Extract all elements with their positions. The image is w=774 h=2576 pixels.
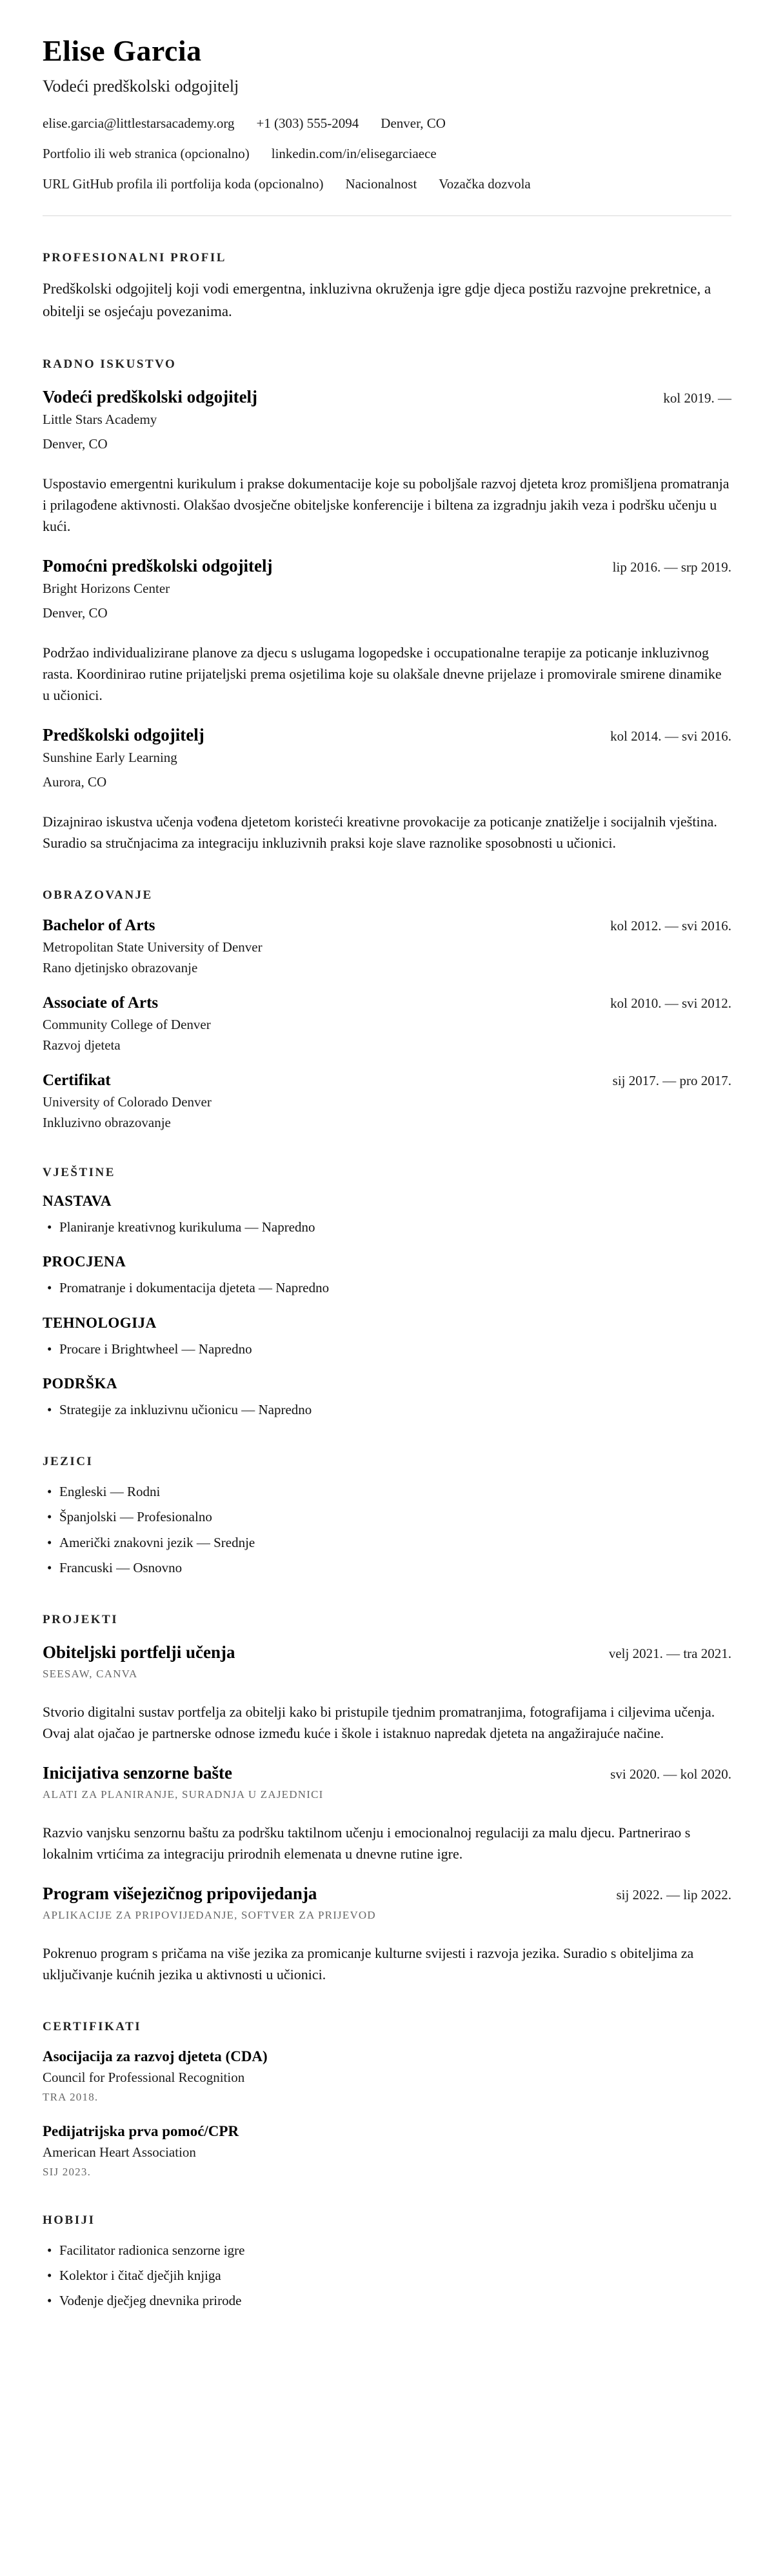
contact-row-3 bbox=[43, 176, 731, 192]
job-dates: kol 2019. — bbox=[663, 390, 731, 406]
school-name: Metropolitan State University of Denver bbox=[43, 939, 263, 955]
school-name: Community College of Denver bbox=[43, 1017, 211, 1032]
degree-title: Associate of Arts bbox=[43, 994, 159, 1012]
section-skills bbox=[43, 1166, 731, 1420]
project-entry bbox=[43, 1884, 731, 1985]
job-company: Little Stars Academy bbox=[43, 412, 157, 427]
school-name: University of Colorado Denver bbox=[43, 1094, 212, 1110]
field-of-study: Inkluzivno obrazovanje bbox=[43, 1115, 171, 1130]
skill-list bbox=[43, 1278, 731, 1297]
section-hobbies bbox=[43, 2213, 731, 2311]
job-title: Predškolski odgojitelj bbox=[43, 725, 204, 744]
hobby-item: • Kolektor i čitač dječjih knjiga bbox=[43, 2266, 731, 2285]
skill-list bbox=[43, 1339, 731, 1359]
education-entry-head bbox=[43, 994, 731, 1012]
language-list bbox=[43, 1482, 731, 1578]
certificate-title: Pedijatrijska prva pomoć/CPR bbox=[43, 2122, 239, 2139]
job-entry bbox=[43, 556, 731, 706]
degree-title: Certifikat bbox=[43, 1072, 111, 1089]
section-experience bbox=[43, 357, 731, 854]
job-title: Vodeći predškolski odgojitelj bbox=[43, 387, 258, 406]
skill-group-title: NASTAVA bbox=[43, 1193, 112, 1209]
project-entry bbox=[43, 1642, 731, 1744]
job-description: Dizajnirao iskustva učenja vođena djetetom koristeći kreativne provokacije za poticanje znatiželje i socijalnih vještina. Suradio sa stručnjacima za integraciju inkluzivnih praksi koje slave raznolike sposobnosti u učionici. bbox=[43, 814, 717, 851]
section-languages bbox=[43, 1455, 731, 1578]
education-entry-head bbox=[43, 1072, 731, 1090]
job-dates: lip 2016. — srp 2019. bbox=[612, 559, 731, 575]
project-description: Stvorio digitalni sustav portfelja za obitelji kako bi pristupile tjednim promatranjima, fotografijama i ciljevima učenja. Ovaj alat ojačao je partnerske odnose između kuće i škole i istaknuo napredak djeteta na angažirajuće načine. bbox=[43, 1703, 715, 1741]
education-entry bbox=[43, 994, 731, 1053]
hobby-item: • Facilitator radionica senzorne igre bbox=[43, 2241, 731, 2260]
github-placeholder: URL GitHub profila ili portfolija koda (opcionalno) bbox=[43, 176, 324, 192]
skill-group-title: PODRŠKA bbox=[43, 1375, 117, 1392]
nationality-placeholder: Nacionalnost bbox=[345, 176, 417, 192]
education-dates: kol 2010. — svi 2012. bbox=[610, 995, 731, 1011]
job-location: Aurora, CO bbox=[43, 774, 107, 790]
contact-row-2 bbox=[43, 146, 731, 162]
project-title: Inicijativa senzorne bašte bbox=[43, 1762, 232, 1782]
project-entry-head bbox=[43, 1763, 731, 1783]
education-entry bbox=[43, 1072, 731, 1131]
hobby-list bbox=[43, 2241, 731, 2311]
profile-text: Predškolski odgojitelj koji vodi emergentna, inkluzivna okruženja igre gdje djeca postižu razvojne prekretnice, a obitelji se osjećaju povezanima. bbox=[43, 281, 711, 319]
skill-list bbox=[43, 1217, 731, 1237]
job-dates: kol 2014. — svi 2016. bbox=[610, 728, 731, 744]
section-heading-experience: RADNO ISKUSTVO bbox=[43, 357, 177, 371]
skill-item: • Procare i Brightwheel — Napredno bbox=[43, 1339, 731, 1359]
section-heading-profile: PROFESIONALNI PROFIL bbox=[43, 251, 226, 265]
job-location: Denver, CO bbox=[43, 436, 108, 452]
header-divider bbox=[43, 215, 731, 216]
project-dates: sij 2022. — lip 2022. bbox=[616, 1886, 731, 1902]
skill-group-title: PROCJENA bbox=[43, 1253, 126, 1270]
section-profile bbox=[43, 251, 731, 323]
skill-item: • Planiranje kreativnog kurikuluma — Napredno bbox=[43, 1217, 731, 1237]
language-item: • Američki znakovni jezik — Srednje bbox=[43, 1533, 731, 1552]
project-description: Pokrenuo program s pričama na više jezika za promicanje kulturne svijesti i razvoja jezika. Suradio s obiteljima za uključivanje kućnih jezika u aktivnosti u učionici. bbox=[43, 1944, 694, 1982]
education-dates: kol 2012. — svi 2016. bbox=[610, 918, 731, 934]
email-address[interactable]: elise.garcia@littlestarsacademy.org bbox=[43, 115, 235, 131]
job-location: Denver, CO bbox=[43, 605, 108, 621]
phone-number: +1 (303) 555-2094 bbox=[256, 115, 359, 131]
certificate-title: Asocijacija za razvoj djeteta (CDA) bbox=[43, 2048, 268, 2064]
language-item: • Francuski — Osnovno bbox=[43, 1558, 731, 1577]
job-description: Podržao individualizirane planove za djecu s uslugama logopedske i occupationalne terapije za poticanje inkluzivnog rasta. Koordinirao rutine prijateljski prema osjetilima koje su olakšale dnevne prijelaze i promovirale smirene dinamike u učionici. bbox=[43, 644, 722, 703]
education-entry-head bbox=[43, 917, 731, 935]
project-entry-head bbox=[43, 1642, 731, 1662]
location-text: Denver, CO bbox=[381, 115, 446, 131]
job-entry-head bbox=[43, 556, 731, 576]
skill-group bbox=[43, 1315, 731, 1359]
job-entry bbox=[43, 387, 731, 537]
section-heading-certificates: CERTIFIKATI bbox=[43, 2019, 142, 2033]
skill-item: • Promatranje i dokumentacija djeteta — Napredno bbox=[43, 1278, 731, 1297]
certificate-org: American Heart Association bbox=[43, 2144, 196, 2160]
section-projects bbox=[43, 1613, 731, 1985]
project-tools: APLIKACIJE ZA PRIPOVIJEDANJE, SOFTVER ZA PRIJEVOD bbox=[43, 1908, 376, 1921]
skill-group bbox=[43, 1253, 731, 1297]
contact-row-1 bbox=[43, 115, 731, 132]
project-dates: velj 2021. — tra 2021. bbox=[608, 1645, 731, 1661]
field-of-study: Razvoj djeteta bbox=[43, 1037, 121, 1053]
project-description: Razvio vanjsku senzornu baštu za podršku taktilnom učenju i emocionalnoj regulaciji za malu djecu. Partnerirao s lokalnim vrtićima za integraciju prirodnih elemenata u dnevne rutine igre. bbox=[43, 1824, 691, 1862]
skill-group bbox=[43, 1375, 731, 1419]
section-heading-languages: JEZICI bbox=[43, 1454, 94, 1468]
field-of-study: Rano djetinjsko obrazovanje bbox=[43, 960, 198, 975]
portfolio-placeholder: Portfolio ili web stranica (opcionalno) bbox=[43, 146, 250, 161]
job-description: Uspostavio emergentni kurikulum i prakse dokumentacije koje su poboljšale razvoj djeteta kroz promišljena promatranja i prilagođene aktivnosti. Olakšao dvosječne obiteljske konferencije i biltena za izgradnju jakih veza i podršku učenju u kući. bbox=[43, 475, 729, 534]
certificate-org: Council for Professional Recognition bbox=[43, 2069, 245, 2085]
section-heading-hobbies: HOBIJI bbox=[43, 2213, 95, 2227]
job-company: Sunshine Early Learning bbox=[43, 750, 177, 765]
degree-title: Bachelor of Arts bbox=[43, 917, 155, 934]
linkedin-link[interactable]: linkedin.com/in/elisegarciaece bbox=[271, 146, 437, 161]
section-education bbox=[43, 888, 731, 1131]
person-name: Elise Garcia bbox=[43, 34, 202, 67]
certificate-date: SIJ 2023. bbox=[43, 2165, 92, 2178]
hobby-item: • Vođenje dječjeg dnevnika prirode bbox=[43, 2291, 731, 2310]
skill-group-title: TEHNOLOGIJA bbox=[43, 1314, 157, 1331]
section-heading-projects: PROJEKTI bbox=[43, 1612, 119, 1626]
project-tools: ALATI ZA PLANIRANJE, SURADNJA U ZAJEDNICI bbox=[43, 1788, 324, 1801]
job-entry-head bbox=[43, 387, 731, 407]
skill-list bbox=[43, 1400, 731, 1419]
education-entry bbox=[43, 917, 731, 976]
education-dates: sij 2017. — pro 2017. bbox=[612, 1073, 731, 1088]
resume-header bbox=[43, 34, 731, 192]
section-heading-skills: VJEŠTINE bbox=[43, 1166, 115, 1179]
job-entry-head bbox=[43, 725, 731, 745]
certificate-entry bbox=[43, 2123, 731, 2179]
project-tools: SEESAW, CANVA bbox=[43, 1667, 138, 1680]
skill-item: • Strategije za inkluzivnu učionicu — Napredno bbox=[43, 1400, 731, 1419]
project-entry bbox=[43, 1763, 731, 1864]
project-title: Obiteljski portfelji učenja bbox=[43, 1642, 235, 1662]
job-title: Pomoćni predškolski odgojitelj bbox=[43, 556, 273, 575]
section-certificates bbox=[43, 2020, 731, 2179]
person-job-title: Vodeći predškolski odgojitelj bbox=[43, 77, 239, 95]
project-entry-head bbox=[43, 1884, 731, 1904]
job-entry bbox=[43, 725, 731, 854]
project-dates: svi 2020. — kol 2020. bbox=[610, 1766, 731, 1782]
job-company: Bright Horizons Center bbox=[43, 581, 170, 596]
certificate-entry bbox=[43, 2048, 731, 2104]
driving-license-placeholder: Vozačka dozvola bbox=[439, 176, 531, 192]
skill-group bbox=[43, 1193, 731, 1237]
project-title: Program višejezičnog pripovijedanja bbox=[43, 1883, 317, 1903]
language-item: • Engleski — Rodni bbox=[43, 1482, 731, 1501]
language-item: • Španjolski — Profesionalno bbox=[43, 1507, 731, 1526]
section-heading-education: OBRAZOVANJE bbox=[43, 888, 153, 902]
certificate-date: TRA 2018. bbox=[43, 2090, 99, 2103]
